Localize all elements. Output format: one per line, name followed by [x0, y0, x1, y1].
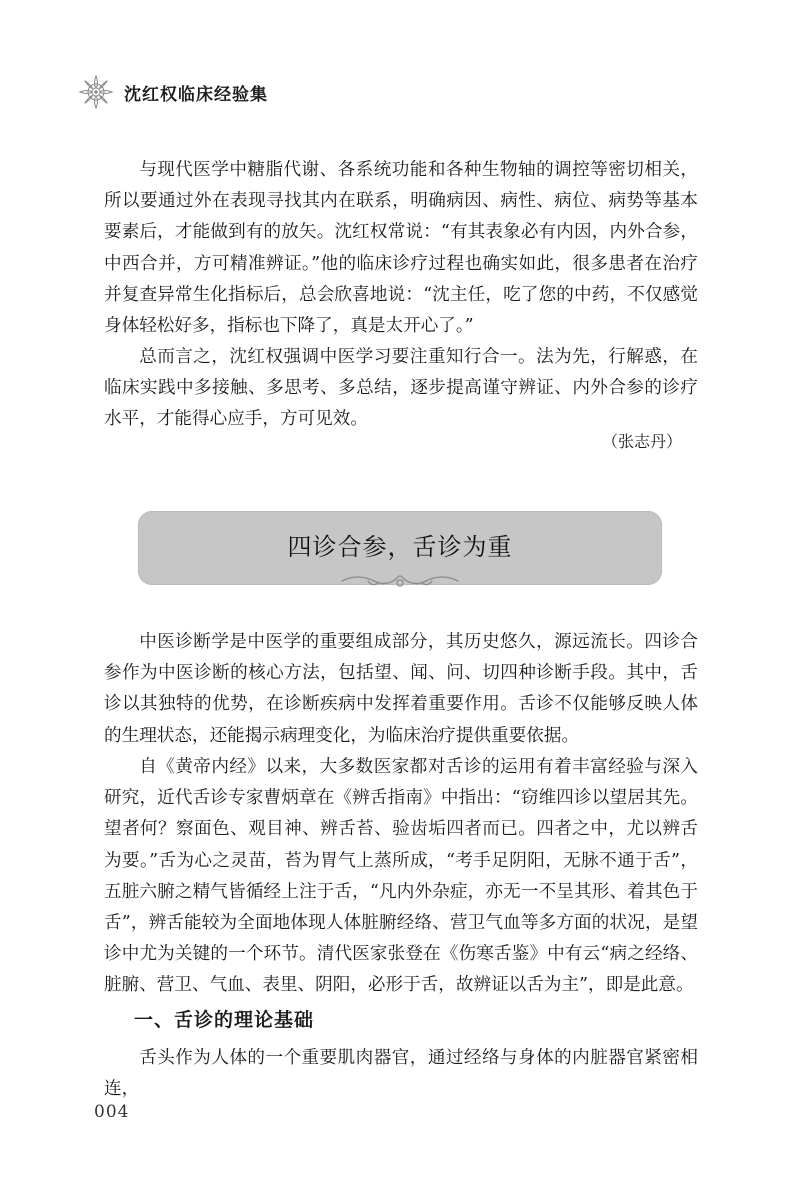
paragraph-history: 自《黄帝内经》以来，大多数医家都对舌诊的运用有着丰富经验与深入研究，近代舌诊专家曹炳章在《辨舌指南》中指出：“窃维四诊以望居其先。望者何？察面色、观目神、辨舌苔、验齿垢四者而已。四者之中，尤以辨舌为要。”舌为心之灵苗，苔为胃气上蒸所成，“考手足阴阳，无脉不通于舌”，五脏六腑之精气皆循经上注于舌，“凡内外杂症，亦无一不呈其形、着其色于舌”，辨舌能较为全面地体现人体脏腑经络、营卫气血等多方面的状况，是望诊中尤为关键的一个环节。清代医家张登在《伤寒舌鉴》中有云“病之经络、脏腑、营卫、气血、表里、阴阳，必形于舌，故辨证以舌为主”，即是此意。	[104, 757, 698, 996]
paragraph-summary: 总而言之，沈红权强调中医学习要注重知行合一。法为先，行解惑，在临床实践中多接触、多思考、多总结，逐步提高谨守辨证、内外合参的诊疗水平，才能得心应手，方可见效。	[104, 347, 698, 430]
section-banner-title: 四诊合参，舌诊为重	[287, 533, 513, 561]
lotus-mandala-icon	[78, 74, 114, 110]
paragraph-intro: 中医诊断学是中医学的重要组成部分，其历史悠久，源远流长。四诊合参作为中医诊断的核心方法，包括望、闻、问、切四种诊断手段。其中，舌诊以其独特的优势，在诊断疾病中发挥着重要作用。舌诊不仅能够反映人体的生理状态，还能揭示病理变化，为临床治疗提供重要依据。	[104, 632, 698, 746]
page-number: 004	[94, 1102, 130, 1122]
section-heading: 一、舌诊的理论基础	[134, 1009, 315, 1031]
running-head	[78, 72, 268, 112]
book-title: 沈红权临床经验集	[124, 84, 268, 105]
paragraph-continuation: 与现代医学中糖脂代谢、各系统功能和各种生物轴的调控等密切相关，所以要通过外在表现寻找其内在联系，明确病因、病性、病位、病势等基本要素后，才能做到有的放矢。沈红权常说：“有其表象必有内因，内外合参，中西合并，方可精准辨证。”他的临床诊疗过程也确实如此，很多患者在治疗并复查异常生化指标后，总会欣喜地说：“沈主任，吃了您的中药，不仅感觉身体轻松好多，指标也下降了，真是太开心了。”	[104, 160, 698, 337]
author-signature: （张志丹）	[601, 432, 682, 451]
paragraph-theory: 舌头作为人体的一个重要肌肉器官，通过经络与身体的内脏器官紧密相连，	[104, 1048, 698, 1100]
scroll-flourish-icon	[338, 569, 462, 593]
